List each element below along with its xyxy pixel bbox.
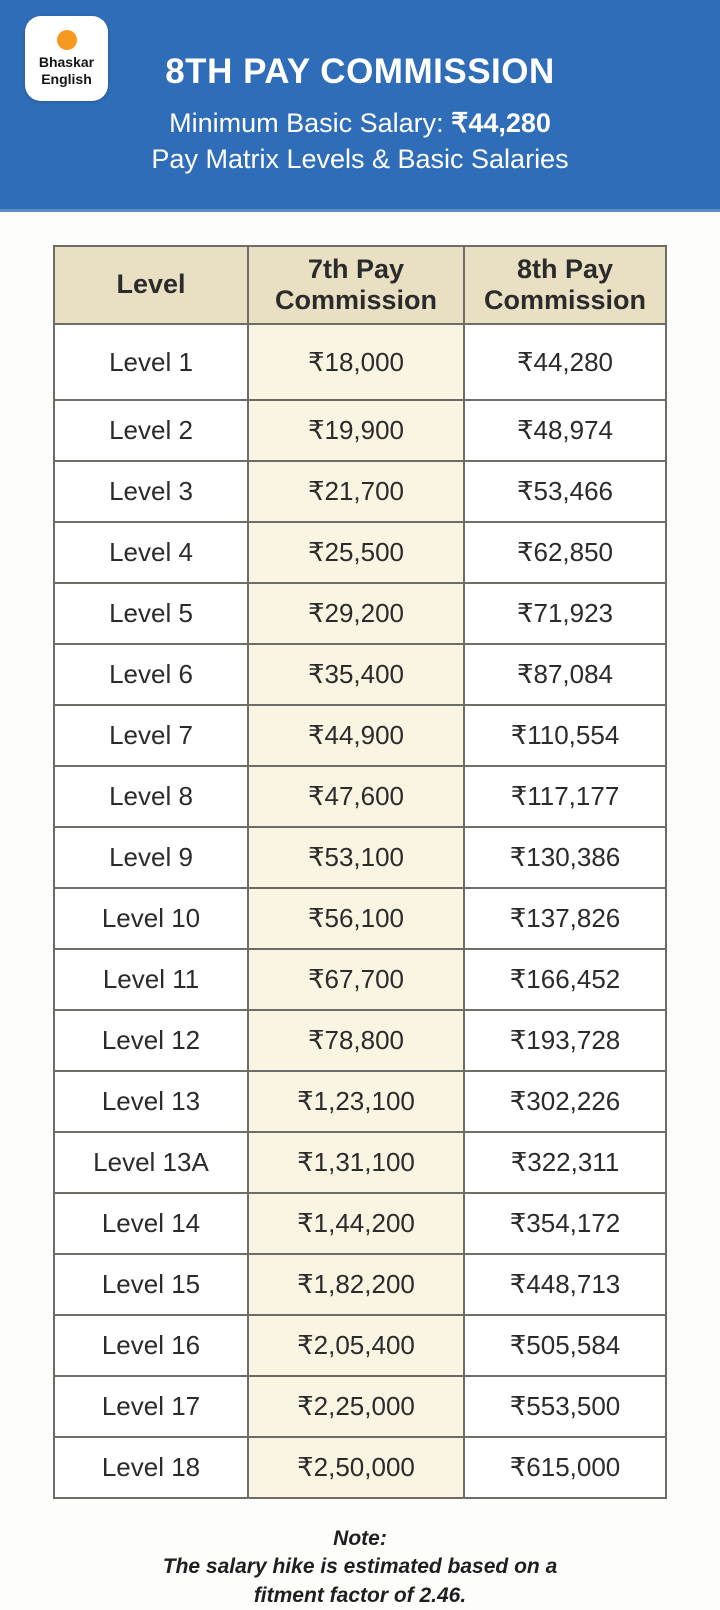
pay8-cell: ₹137,826 (464, 888, 666, 949)
header-banner (0, 0, 720, 212)
level-cell: Level 7 (54, 705, 248, 766)
pay8-cell: ₹53,466 (464, 461, 666, 522)
pay7-cell: ₹67,700 (248, 949, 464, 1010)
pay7-cell: ₹78,800 (248, 1010, 464, 1071)
level-cell: Level 13A (54, 1132, 248, 1193)
table-row (54, 1376, 666, 1437)
pay8-cell: ₹87,084 (464, 644, 666, 705)
pay7-cell: ₹2,25,000 (248, 1376, 464, 1437)
subtitle-min-salary (0, 108, 720, 139)
pay8-cell: ₹193,728 (464, 1010, 666, 1071)
pay7-cell: ₹35,400 (248, 644, 464, 705)
level-cell: Level 1 (54, 324, 248, 400)
pay7-cell: ₹2,50,000 (248, 1437, 464, 1498)
column-header-7th-pay: 7th Pay Commission (248, 246, 464, 324)
pay8-cell: ₹553,500 (464, 1376, 666, 1437)
pay7-cell: ₹18,000 (248, 324, 464, 400)
subtitle-value: ₹44,280 (451, 108, 551, 138)
brand-name (39, 54, 94, 86)
level-cell: Level 18 (54, 1437, 248, 1498)
pay8-cell: ₹322,311 (464, 1132, 666, 1193)
level-cell: Level 14 (54, 1193, 248, 1254)
level-cell: Level 9 (54, 827, 248, 888)
table-row (54, 324, 666, 400)
pay8-cell: ₹448,713 (464, 1254, 666, 1315)
table-row (54, 1071, 666, 1132)
column-header-level: Level (54, 246, 248, 324)
footnote-heading: Note: (333, 1527, 387, 1550)
pay-matrix-table (53, 245, 667, 1499)
table-row (54, 583, 666, 644)
brand-dot-icon (57, 30, 77, 50)
pay8-cell: ₹110,554 (464, 705, 666, 766)
pay7-cell: ₹29,200 (248, 583, 464, 644)
table-row (54, 461, 666, 522)
pay8-cell: ₹505,584 (464, 1315, 666, 1376)
pay8-cell: ₹44,280 (464, 324, 666, 400)
brand-name-line2: English (41, 70, 92, 87)
brand-name-line1: Bhaskar (38, 54, 95, 71)
table-row (54, 1193, 666, 1254)
footnote-line2: fitment factor of 2.46. (253, 1583, 467, 1607)
table-row (54, 949, 666, 1010)
level-cell: Level 6 (54, 644, 248, 705)
pay7-cell: ₹21,700 (248, 461, 464, 522)
pay8-cell: ₹71,923 (464, 583, 666, 644)
pay8-cell: ₹166,452 (464, 949, 666, 1010)
table-row (54, 888, 666, 949)
level-cell: Level 3 (54, 461, 248, 522)
table-row (54, 827, 666, 888)
table-row (54, 400, 666, 461)
pay7-cell: ₹56,100 (248, 888, 464, 949)
table-row (54, 1132, 666, 1193)
pay8-cell: ₹117,177 (464, 766, 666, 827)
level-cell: Level 15 (54, 1254, 248, 1315)
level-cell: Level 17 (54, 1376, 248, 1437)
table-row (54, 1254, 666, 1315)
level-cell: Level 2 (54, 400, 248, 461)
pay7-cell: ₹47,600 (248, 766, 464, 827)
level-cell: Level 8 (54, 766, 248, 827)
pay7-cell: ₹1,82,200 (248, 1254, 464, 1315)
table-row (54, 1010, 666, 1071)
page-title: 8TH PAY COMMISSION (165, 52, 555, 91)
level-cell: Level 12 (54, 1010, 248, 1071)
table-header-row (54, 246, 666, 324)
pay8-cell: ₹354,172 (464, 1193, 666, 1254)
table-row (54, 766, 666, 827)
table-row (54, 1315, 666, 1376)
pay8-cell: ₹130,386 (464, 827, 666, 888)
table-row (54, 1437, 666, 1498)
column-header-8th-pay: 8th Pay Commission (464, 246, 666, 324)
level-cell: Level 11 (54, 949, 248, 1010)
pay7-cell: ₹2,05,400 (248, 1315, 464, 1376)
level-cell: Level 4 (54, 522, 248, 583)
pay8-cell: ₹62,850 (464, 522, 666, 583)
pay7-cell: ₹19,900 (248, 400, 464, 461)
table-row (54, 705, 666, 766)
pay7-cell: ₹53,100 (248, 827, 464, 888)
subtitle-pay-matrix: Pay Matrix Levels & Basic Salaries (151, 144, 569, 174)
level-cell: Level 16 (54, 1315, 248, 1376)
footnote-line1: The salary hike is estimated based on a (162, 1555, 558, 1579)
brand-logo (25, 16, 108, 101)
pay7-cell: ₹44,900 (248, 705, 464, 766)
level-cell: Level 13 (54, 1071, 248, 1132)
pay7-cell: ₹1,44,200 (248, 1193, 464, 1254)
pay8-cell: ₹615,000 (464, 1437, 666, 1498)
pay8-cell: ₹302,226 (464, 1071, 666, 1132)
table-row (54, 522, 666, 583)
subtitle-label: Minimum Basic Salary: (169, 108, 452, 138)
table-row (54, 644, 666, 705)
pay7-cell: ₹1,31,100 (248, 1132, 464, 1193)
level-cell: Level 10 (54, 888, 248, 949)
pay7-cell: ₹25,500 (248, 522, 464, 583)
pay8-cell: ₹48,974 (464, 400, 666, 461)
footnote (0, 1525, 720, 1610)
level-cell: Level 5 (54, 583, 248, 644)
pay7-cell: ₹1,23,100 (248, 1071, 464, 1132)
